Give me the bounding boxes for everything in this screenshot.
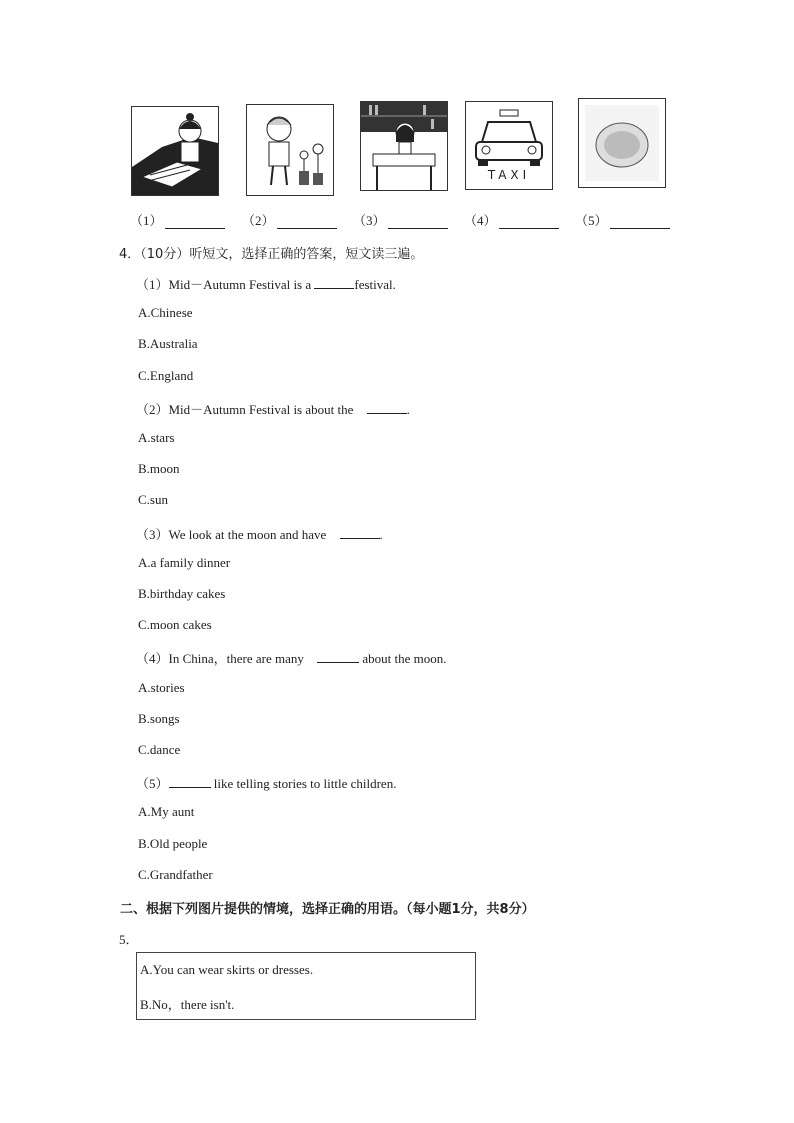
- q4-item-5-option-a[interactable]: A.My aunt: [138, 804, 195, 819]
- question-5-label: 5．: [119, 932, 139, 947]
- q4-item-5-stem: （5） like telling stories to little children.: [136, 776, 397, 791]
- picture-blank-4[interactable]: （4）: [464, 210, 559, 229]
- answer-blank[interactable]: [169, 776, 211, 788]
- taxi-picture: [465, 101, 553, 190]
- q5-option-b[interactable]: B.No，there isn't.: [140, 997, 235, 1012]
- answer-line: [165, 216, 225, 229]
- q4-item-1-option-c[interactable]: C.England: [138, 368, 194, 383]
- q4-item-5-option-c[interactable]: C.Grandfather: [138, 867, 213, 882]
- boy-with-flowers-picture: [246, 104, 334, 196]
- q4-item-2-option-a[interactable]: A.stars: [138, 430, 175, 445]
- q4-item-2-option-c[interactable]: C.sun: [138, 492, 168, 507]
- q4-item-2-stem: （2）Mid－Autumn Festival is about the .: [136, 402, 410, 417]
- picture-blank-3[interactable]: （3）: [353, 210, 448, 229]
- answer-line: [610, 216, 670, 229]
- answer-line: [277, 216, 337, 229]
- girl-with-gift-picture: [131, 106, 219, 196]
- picture-answer-row: [0, 210, 794, 230]
- q4-item-4-stem: （4）In China，there are many about the moon.: [136, 651, 447, 666]
- girl-in-library-picture: [360, 101, 448, 191]
- picture-blank-1[interactable]: （1）: [130, 210, 225, 229]
- q4-item-1-stem: （1）Mid－Autumn Festival is a festival.: [136, 277, 396, 292]
- q4-item-3-option-b[interactable]: B.birthday cakes: [138, 586, 226, 601]
- taxi-caption: TAXI: [487, 168, 531, 182]
- answer-blank[interactable]: [314, 277, 354, 289]
- answer-blank[interactable]: [340, 527, 380, 539]
- q4-item-4-option-c[interactable]: C.dance: [138, 742, 181, 757]
- q4-item-4-option-a[interactable]: A.stories: [138, 680, 185, 695]
- section-2-title: 二、根据下列图片提供的情境，选择正确的用语。（每小题1分，共8分）: [120, 902, 535, 917]
- answer-blank[interactable]: [367, 402, 407, 414]
- q4-item-2-option-b[interactable]: B.moon: [138, 461, 180, 476]
- picture-blank-2[interactable]: （2）: [242, 210, 337, 229]
- answer-line: [388, 216, 448, 229]
- q5-option-a[interactable]: A.You can wear skirts or dresses.: [140, 962, 314, 977]
- answer-blank[interactable]: [317, 651, 359, 663]
- mooncake-picture: [578, 98, 666, 188]
- answer-line: [499, 216, 559, 229]
- question-4-title: 4．（10分）听短文，选择正确的答案，短文读三遍。: [119, 247, 424, 262]
- picture-blank-5[interactable]: （5）: [575, 210, 670, 229]
- q4-item-3-option-a[interactable]: A.a family dinner: [138, 555, 231, 570]
- q4-item-1-option-b[interactable]: B.Australia: [138, 336, 198, 351]
- q5-options-box: [136, 952, 476, 1020]
- q4-item-5-option-b[interactable]: B.Old people: [138, 836, 208, 851]
- q4-item-3-option-c[interactable]: C.moon cakes: [138, 617, 212, 632]
- q4-item-3-stem: （3）We look at the moon and have .: [136, 527, 383, 542]
- q4-item-4-option-b[interactable]: B.songs: [138, 711, 180, 726]
- q4-item-1-option-a[interactable]: A.Chinese: [138, 305, 193, 320]
